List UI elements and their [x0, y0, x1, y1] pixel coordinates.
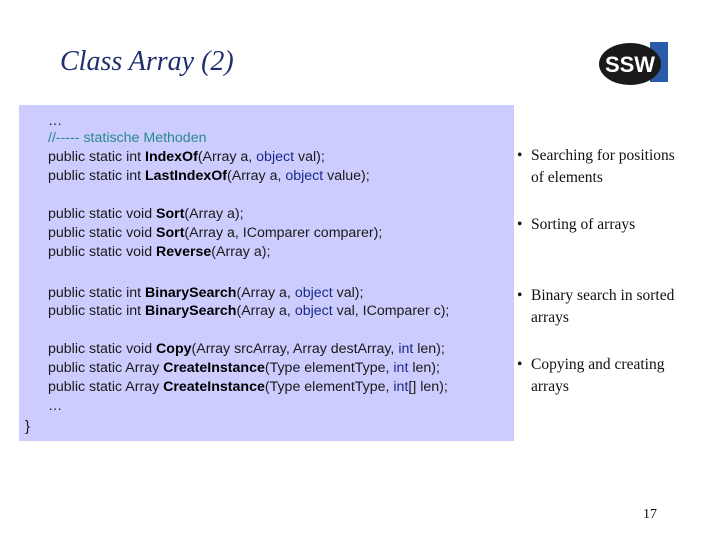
- code-line: [48, 148, 325, 167]
- method-name: Copy: [156, 341, 192, 357]
- code-line: [48, 302, 449, 321]
- code-line: [48, 397, 62, 416]
- code-keyword: object: [294, 285, 333, 301]
- code-text: public static void: [48, 341, 157, 357]
- bullet-text: Binary search in sorted: [531, 287, 675, 304]
- logo-text: SSW: [604, 52, 656, 77]
- bullet-text: Searching for positions: [531, 147, 675, 164]
- code-comment: //----- statische Methoden: [48, 130, 207, 146]
- code-line: [48, 284, 363, 303]
- code-line: [48, 167, 370, 186]
- code-line: [48, 340, 445, 359]
- method-name: BinarySearch: [145, 285, 237, 301]
- code-text: val, IComparer c);: [332, 303, 450, 319]
- code-text: (Array srcArray, Array destArray,: [191, 341, 399, 357]
- code-text: public static int: [48, 149, 145, 165]
- slide-title: Class Array (2): [60, 46, 234, 77]
- page-number: 17: [643, 507, 657, 522]
- code-text: (Array a,: [236, 303, 295, 319]
- code-text: public static int: [48, 168, 145, 184]
- code-text: public static int: [48, 303, 145, 319]
- bullet-text-continued: arrays: [531, 378, 569, 395]
- method-name: CreateInstance: [163, 360, 265, 376]
- code-line: [48, 224, 382, 243]
- bullet-dot: •: [517, 287, 523, 304]
- bullet-dot: •: [517, 356, 523, 373]
- bullet-text-continued: of elements: [531, 169, 603, 186]
- code-line: [48, 359, 440, 378]
- code-text: public static void: [48, 225, 157, 241]
- code-text: (Type elementType,: [264, 379, 394, 395]
- method-name: BinarySearch: [145, 303, 237, 319]
- code-text: (Array a);: [211, 244, 271, 260]
- method-name: Sort: [156, 206, 185, 222]
- bullet-text: Sorting of arrays: [531, 216, 636, 233]
- method-name: Reverse: [156, 244, 212, 260]
- code-keyword: int: [398, 341, 414, 357]
- closing-brace: }: [25, 418, 31, 435]
- code-keyword: int: [393, 379, 409, 395]
- code-text: public static void: [48, 244, 157, 260]
- method-name: LastIndexOf: [145, 168, 227, 184]
- code-keyword: int: [393, 360, 409, 376]
- bullet-item: [517, 214, 717, 236]
- code-text: (Array a,: [197, 149, 257, 165]
- code-text: (Array a, IComparer comparer);: [184, 225, 383, 241]
- code-line: [48, 129, 206, 148]
- code-text: len);: [408, 360, 440, 376]
- bullet-item: [517, 354, 717, 398]
- bullet-item: [517, 145, 717, 189]
- bullet-dot: •: [517, 216, 523, 233]
- code-text: (Type elementType,: [264, 360, 394, 376]
- code-text: (Array a,: [227, 168, 286, 184]
- code-line: [48, 205, 244, 224]
- method-name: Sort: [156, 225, 185, 241]
- code-text: …: [48, 113, 63, 129]
- code-text: val);: [294, 149, 325, 165]
- code-text: public static int: [48, 285, 145, 301]
- code-keyword: object: [256, 149, 295, 165]
- code-line: [48, 378, 448, 397]
- code-text: public static Array: [48, 360, 164, 376]
- method-name: IndexOf: [145, 149, 198, 165]
- code-text: (Array a,: [236, 285, 295, 301]
- code-keyword: object: [285, 168, 324, 184]
- code-text: value);: [323, 168, 370, 184]
- code-text: len);: [413, 341, 445, 357]
- code-text: val);: [332, 285, 364, 301]
- code-text: (Array a);: [184, 206, 244, 222]
- code-keyword: object: [294, 303, 333, 319]
- ssw-logo: [598, 41, 670, 87]
- method-name: CreateInstance: [163, 379, 265, 395]
- bullet-text: Copying and creating: [531, 356, 665, 373]
- code-text: public static Array: [48, 379, 164, 395]
- code-text: [] len);: [408, 379, 448, 395]
- code-line: [48, 243, 270, 262]
- bullet-dot: •: [517, 147, 523, 164]
- bullet-text-continued: arrays: [531, 309, 569, 326]
- code-text: public static void: [48, 206, 157, 222]
- bullet-item: [517, 285, 717, 329]
- code-text: …: [48, 398, 63, 414]
